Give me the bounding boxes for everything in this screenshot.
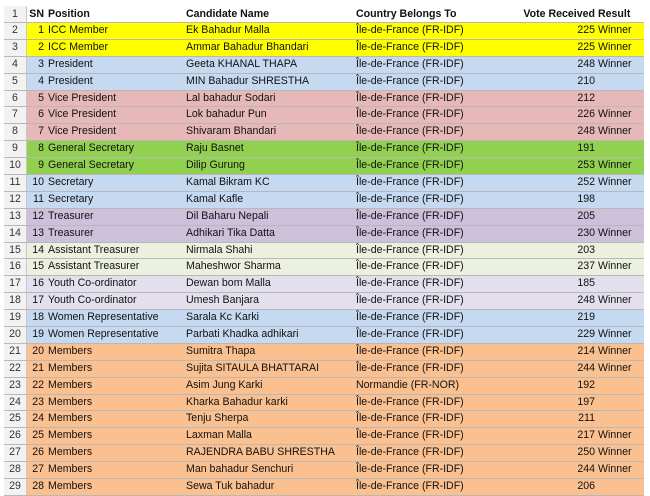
candidate-name-cell[interactable]: Parbati Khadka adhikari <box>186 328 299 341</box>
votes-cell[interactable]: 217 <box>577 429 595 442</box>
table-row[interactable] <box>4 57 644 74</box>
row-number[interactable]: 1 <box>4 6 27 22</box>
candidate-name-cell[interactable]: Kamal Bikram KC <box>186 176 270 189</box>
sn-cell[interactable]: 14 <box>32 243 44 256</box>
position-cell[interactable]: Treasurer <box>48 226 94 239</box>
country-cell[interactable]: Île-de-France (FR-IDF) <box>356 429 464 442</box>
votes-cell[interactable]: 230 <box>577 226 595 239</box>
row-number[interactable]: 12 <box>4 192 27 208</box>
votes-cell[interactable]: 212 <box>577 91 595 104</box>
position-cell[interactable]: Youth Co-ordinator <box>48 277 137 290</box>
votes-cell[interactable]: 252 <box>577 176 595 189</box>
result-cell[interactable]: Winner <box>598 463 632 476</box>
candidate-name-cell[interactable]: Ammar Bahadur Bhandari <box>186 40 309 53</box>
result-cell[interactable]: Winner <box>598 294 632 307</box>
candidate-name-cell[interactable]: Adhikari Tika Datta <box>186 226 275 239</box>
table-row[interactable] <box>4 310 644 327</box>
votes-cell[interactable]: 214 <box>577 344 595 357</box>
result-cell[interactable]: Winner <box>598 328 632 341</box>
table-row[interactable] <box>4 40 644 57</box>
country-cell[interactable]: Île-de-France (FR-IDF) <box>356 176 464 189</box>
votes-cell[interactable]: 225 <box>577 24 595 36</box>
sn-cell[interactable]: 17 <box>32 294 44 307</box>
candidate-name-cell[interactable]: Lok bahadur Pun <box>186 108 267 121</box>
table-row[interactable] <box>4 479 644 496</box>
candidate-name-cell[interactable]: Lal bahadur Sodari <box>186 91 276 104</box>
position-cell[interactable]: Secretary <box>48 176 94 189</box>
sn-cell[interactable]: 13 <box>32 226 44 239</box>
votes-cell[interactable]: 192 <box>577 378 595 391</box>
sn-cell[interactable]: 16 <box>32 277 44 290</box>
table-row[interactable] <box>4 293 644 310</box>
table-row[interactable] <box>4 107 644 124</box>
sn-cell[interactable]: 5 <box>38 91 44 104</box>
table-row[interactable] <box>4 124 644 141</box>
position-cell[interactable]: General Secretary <box>48 159 134 172</box>
country-cell[interactable]: Île-de-France (FR-IDF) <box>356 91 464 104</box>
candidate-name-cell[interactable]: Kharka Bahadur karki <box>186 395 288 408</box>
row-number[interactable]: 10 <box>4 158 27 174</box>
country-cell[interactable]: Île-de-France (FR-IDF) <box>356 125 464 138</box>
sn-cell[interactable]: 7 <box>38 125 44 138</box>
table-row[interactable] <box>4 344 644 361</box>
votes-cell[interactable]: 203 <box>577 243 595 256</box>
country-cell[interactable]: Île-de-France (FR-IDF) <box>356 463 464 476</box>
country-cell[interactable]: Île-de-France (FR-IDF) <box>356 226 464 239</box>
row-number[interactable]: 2 <box>4 23 27 39</box>
candidate-name-cell[interactable]: Umesh Banjara <box>186 294 260 307</box>
country-cell[interactable]: Île-de-France (FR-IDF) <box>356 24 464 36</box>
votes-cell[interactable]: 244 <box>577 361 595 374</box>
sn-cell[interactable]: 27 <box>32 463 44 476</box>
sn-cell[interactable]: 19 <box>32 328 44 341</box>
table-row[interactable] <box>4 175 644 192</box>
table-row[interactable] <box>4 141 644 158</box>
row-number[interactable]: 17 <box>4 276 27 292</box>
result-cell[interactable]: Winner <box>598 159 632 172</box>
table-row[interactable] <box>4 226 644 243</box>
position-cell[interactable]: Youth Co-ordinator <box>48 294 137 307</box>
candidate-name-cell[interactable]: Geeta KHANAL THAPA <box>186 57 298 70</box>
votes-cell[interactable]: 206 <box>577 480 595 493</box>
table-row[interactable] <box>4 276 644 293</box>
sn-cell[interactable]: 10 <box>32 176 44 189</box>
country-cell[interactable]: Île-de-France (FR-IDF) <box>356 395 464 408</box>
position-cell[interactable]: Members <box>48 480 93 493</box>
candidate-name-cell[interactable]: Dilip Gurung <box>186 159 245 172</box>
table-row[interactable] <box>4 327 644 344</box>
candidate-name-cell[interactable]: Sarala Kc Karki <box>186 311 260 324</box>
row-number[interactable]: 5 <box>4 74 27 90</box>
result-cell[interactable]: Winner <box>598 125 632 138</box>
sn-cell[interactable]: 20 <box>32 344 44 357</box>
votes-cell[interactable]: 248 <box>577 294 595 307</box>
header-sn[interactable]: SN <box>29 8 44 20</box>
votes-cell[interactable]: 250 <box>577 446 595 459</box>
position-cell[interactable]: Members <box>48 378 93 391</box>
header-result[interactable]: Result <box>598 8 631 20</box>
votes-cell[interactable]: 237 <box>577 260 595 273</box>
position-cell[interactable]: Members <box>48 463 93 476</box>
votes-cell[interactable]: 205 <box>577 209 595 222</box>
position-cell[interactable]: General Secretary <box>48 142 134 155</box>
row-number[interactable]: 18 <box>4 293 27 309</box>
country-cell[interactable]: Île-de-France (FR-IDF) <box>356 142 464 155</box>
votes-cell[interactable]: 226 <box>577 108 595 121</box>
country-cell[interactable]: Île-de-France (FR-IDF) <box>356 192 464 205</box>
result-cell[interactable]: Winner <box>598 226 632 239</box>
candidate-name-cell[interactable]: Dewan bom Malla <box>186 277 271 290</box>
sn-cell[interactable]: 26 <box>32 446 44 459</box>
votes-cell[interactable]: 198 <box>577 192 595 205</box>
sn-cell[interactable]: 4 <box>38 74 44 87</box>
votes-cell[interactable]: 210 <box>577 74 595 87</box>
header-position[interactable]: Position <box>48 8 90 20</box>
votes-cell[interactable]: 229 <box>577 328 595 341</box>
position-cell[interactable]: Members <box>48 361 93 374</box>
row-number[interactable]: 22 <box>4 361 27 377</box>
candidate-name-cell[interactable]: Sujita SITAULA BHATTARAI <box>186 361 320 374</box>
candidate-name-cell[interactable]: Laxman Malla <box>186 429 252 442</box>
sn-cell[interactable]: 12 <box>32 209 44 222</box>
sn-cell[interactable]: 3 <box>38 57 44 70</box>
position-cell[interactable]: Vice President <box>48 91 117 104</box>
row-number[interactable]: 9 <box>4 141 27 157</box>
result-cell[interactable]: Winner <box>598 260 632 273</box>
votes-cell[interactable]: 248 <box>577 125 595 138</box>
row-number[interactable]: 8 <box>4 124 27 140</box>
country-cell[interactable]: Île-de-France (FR-IDF) <box>356 243 464 256</box>
candidate-name-cell[interactable]: Sumitra Thapa <box>186 344 256 357</box>
table-row[interactable] <box>4 445 644 462</box>
votes-cell[interactable]: 197 <box>577 395 595 408</box>
result-cell[interactable]: Winner <box>598 40 632 53</box>
sn-cell[interactable]: 11 <box>33 192 44 205</box>
table-row[interactable] <box>4 259 644 276</box>
header-country[interactable]: Country Belongs To <box>356 8 457 20</box>
candidate-name-cell[interactable]: Maheshwor Sharma <box>186 260 281 273</box>
header-votes[interactable]: Vote Received <box>523 8 595 20</box>
position-cell[interactable]: Assistant Treasurer <box>48 260 140 273</box>
country-cell[interactable]: Île-de-France (FR-IDF) <box>356 40 464 53</box>
votes-cell[interactable]: 225 <box>577 40 595 53</box>
row-number[interactable]: 16 <box>4 259 27 275</box>
position-cell[interactable]: ICC Member <box>48 24 109 36</box>
result-cell[interactable]: Winner <box>598 57 632 70</box>
country-cell[interactable]: Île-de-France (FR-IDF) <box>356 209 464 222</box>
position-cell[interactable]: Secretary <box>48 192 94 205</box>
sn-cell[interactable]: 23 <box>32 395 44 408</box>
candidate-name-cell[interactable]: Kamal Kafle <box>186 192 244 205</box>
country-cell[interactable]: Île-de-France (FR-IDF) <box>356 294 464 307</box>
country-cell[interactable]: Île-de-France (FR-IDF) <box>356 277 464 290</box>
candidate-name-cell[interactable]: MIN Bahadur SHRESTHA <box>186 74 310 87</box>
votes-cell[interactable]: 253 <box>577 159 595 172</box>
row-number[interactable]: 28 <box>4 462 27 478</box>
row-number[interactable]: 19 <box>4 310 27 326</box>
row-number[interactable]: 21 <box>4 344 27 360</box>
position-cell[interactable]: Members <box>48 429 93 442</box>
sn-cell[interactable]: 25 <box>32 429 44 442</box>
country-cell[interactable]: Île-de-France (FR-IDF) <box>356 361 464 374</box>
votes-cell[interactable]: 185 <box>577 277 595 290</box>
sn-cell[interactable]: 22 <box>32 378 44 391</box>
result-cell[interactable]: Winner <box>598 344 632 357</box>
country-cell[interactable]: Normandie (FR-NOR) <box>356 378 460 391</box>
table-row[interactable] <box>4 428 644 445</box>
result-cell[interactable]: Winner <box>598 446 632 459</box>
row-number[interactable]: 26 <box>4 428 27 444</box>
votes-cell[interactable]: 191 <box>577 142 595 155</box>
votes-cell[interactable]: 211 <box>578 412 595 425</box>
row-number[interactable]: 13 <box>4 209 27 225</box>
table-row[interactable] <box>4 378 644 395</box>
row-number[interactable]: 15 <box>4 243 27 259</box>
candidate-name-cell[interactable]: Nirmala Shahi <box>186 243 253 256</box>
country-cell[interactable]: Île-de-France (FR-IDF) <box>356 311 464 324</box>
position-cell[interactable]: Members <box>48 446 93 459</box>
country-cell[interactable]: Île-de-France (FR-IDF) <box>356 108 464 121</box>
table-row[interactable] <box>4 91 644 108</box>
table-row[interactable] <box>4 361 644 378</box>
row-number[interactable]: 4 <box>4 57 27 73</box>
country-cell[interactable]: Île-de-France (FR-IDF) <box>356 260 464 273</box>
position-cell[interactable]: Vice President <box>48 108 117 121</box>
candidate-name-cell[interactable]: RAJENDRA BABU SHRESTHA <box>186 446 335 459</box>
candidate-name-cell[interactable]: Ek Bahadur Malla <box>186 24 270 36</box>
row-number[interactable]: 6 <box>4 91 27 107</box>
candidate-name-cell[interactable]: Sewa Tuk bahadur <box>186 480 275 493</box>
table-row[interactable] <box>4 158 644 175</box>
table-row[interactable] <box>4 243 644 260</box>
table-row[interactable] <box>4 411 644 428</box>
position-cell[interactable]: Women Representative <box>48 311 159 324</box>
country-cell[interactable]: Île-de-France (FR-IDF) <box>356 446 464 459</box>
position-cell[interactable]: Women Representative <box>48 328 159 341</box>
sn-cell[interactable]: 24 <box>32 412 44 425</box>
position-cell[interactable]: President <box>48 74 93 87</box>
position-cell[interactable]: Members <box>48 412 93 425</box>
row-number[interactable]: 14 <box>4 226 27 242</box>
country-cell[interactable]: Île-de-France (FR-IDF) <box>356 344 464 357</box>
candidate-name-cell[interactable]: Asim Jung Karki <box>186 378 263 391</box>
sn-cell[interactable]: 9 <box>38 159 44 172</box>
country-cell[interactable]: Île-de-France (FR-IDF) <box>356 159 464 172</box>
sn-cell[interactable]: 15 <box>32 260 44 273</box>
row-number[interactable]: 23 <box>4 378 27 394</box>
table-body <box>4 23 644 496</box>
position-cell[interactable]: Members <box>48 395 93 408</box>
result-cell[interactable]: Winner <box>598 361 632 374</box>
sn-cell[interactable]: 2 <box>38 40 44 53</box>
result-cell[interactable]: Winner <box>598 108 632 121</box>
sn-cell[interactable]: 18 <box>32 311 44 324</box>
table-row[interactable] <box>4 192 644 209</box>
table-row[interactable] <box>4 23 644 40</box>
candidate-name-cell[interactable]: Dil Baharu Nepali <box>186 209 269 222</box>
position-cell[interactable]: Vice President <box>48 125 117 138</box>
row-number[interactable]: 7 <box>4 107 27 123</box>
candidate-name-cell[interactable]: Man bahadur Senchuri <box>186 463 294 476</box>
country-cell[interactable]: Île-de-France (FR-IDF) <box>356 328 464 341</box>
row-number[interactable]: 27 <box>4 445 27 461</box>
sn-cell[interactable]: 6 <box>38 108 44 121</box>
sn-cell[interactable]: 8 <box>38 142 44 155</box>
table-row[interactable] <box>4 74 644 91</box>
country-cell[interactable]: Île-de-France (FR-IDF) <box>356 412 464 425</box>
position-cell[interactable]: Members <box>48 344 93 357</box>
row-number[interactable]: 3 <box>4 40 27 56</box>
result-cell[interactable]: Winner <box>598 24 632 36</box>
position-cell[interactable]: ICC Member <box>48 40 109 53</box>
country-cell[interactable]: Île-de-France (FR-IDF) <box>356 480 464 493</box>
country-cell[interactable]: Île-de-France (FR-IDF) <box>356 57 464 70</box>
header-row <box>4 6 644 23</box>
candidate-name-cell[interactable]: Raju Basnet <box>186 142 244 155</box>
votes-cell[interactable]: 248 <box>577 57 595 70</box>
table-row[interactable] <box>4 462 644 479</box>
row-number[interactable]: 11 <box>4 175 27 191</box>
row-number[interactable]: 25 <box>4 411 27 427</box>
row-number[interactable]: 24 <box>4 395 27 411</box>
row-number[interactable]: 20 <box>4 327 27 343</box>
result-cell[interactable]: Winner <box>598 429 632 442</box>
spreadsheet-grid[interactable] <box>4 6 644 496</box>
candidate-name-cell[interactable]: Shivaram Bhandari <box>186 125 277 138</box>
country-cell[interactable]: Île-de-France (FR-IDF) <box>356 74 464 87</box>
sn-cell[interactable]: 28 <box>32 480 44 493</box>
position-cell[interactable]: President <box>48 57 93 70</box>
header-candidate-name[interactable]: Candidate Name <box>186 8 270 20</box>
position-cell[interactable]: Assistant Treasurer <box>48 243 140 256</box>
table-row[interactable] <box>4 209 644 226</box>
sn-cell[interactable]: 21 <box>32 361 44 374</box>
sn-cell[interactable]: 1 <box>38 24 44 36</box>
votes-cell[interactable]: 219 <box>577 311 595 324</box>
candidate-name-cell[interactable]: Tenju Sherpa <box>186 412 249 425</box>
table-row[interactable] <box>4 395 644 412</box>
votes-cell[interactable]: 244 <box>577 463 595 476</box>
result-cell[interactable]: Winner <box>598 176 632 189</box>
position-cell[interactable]: Treasurer <box>48 209 94 222</box>
row-number[interactable]: 29 <box>4 479 27 495</box>
